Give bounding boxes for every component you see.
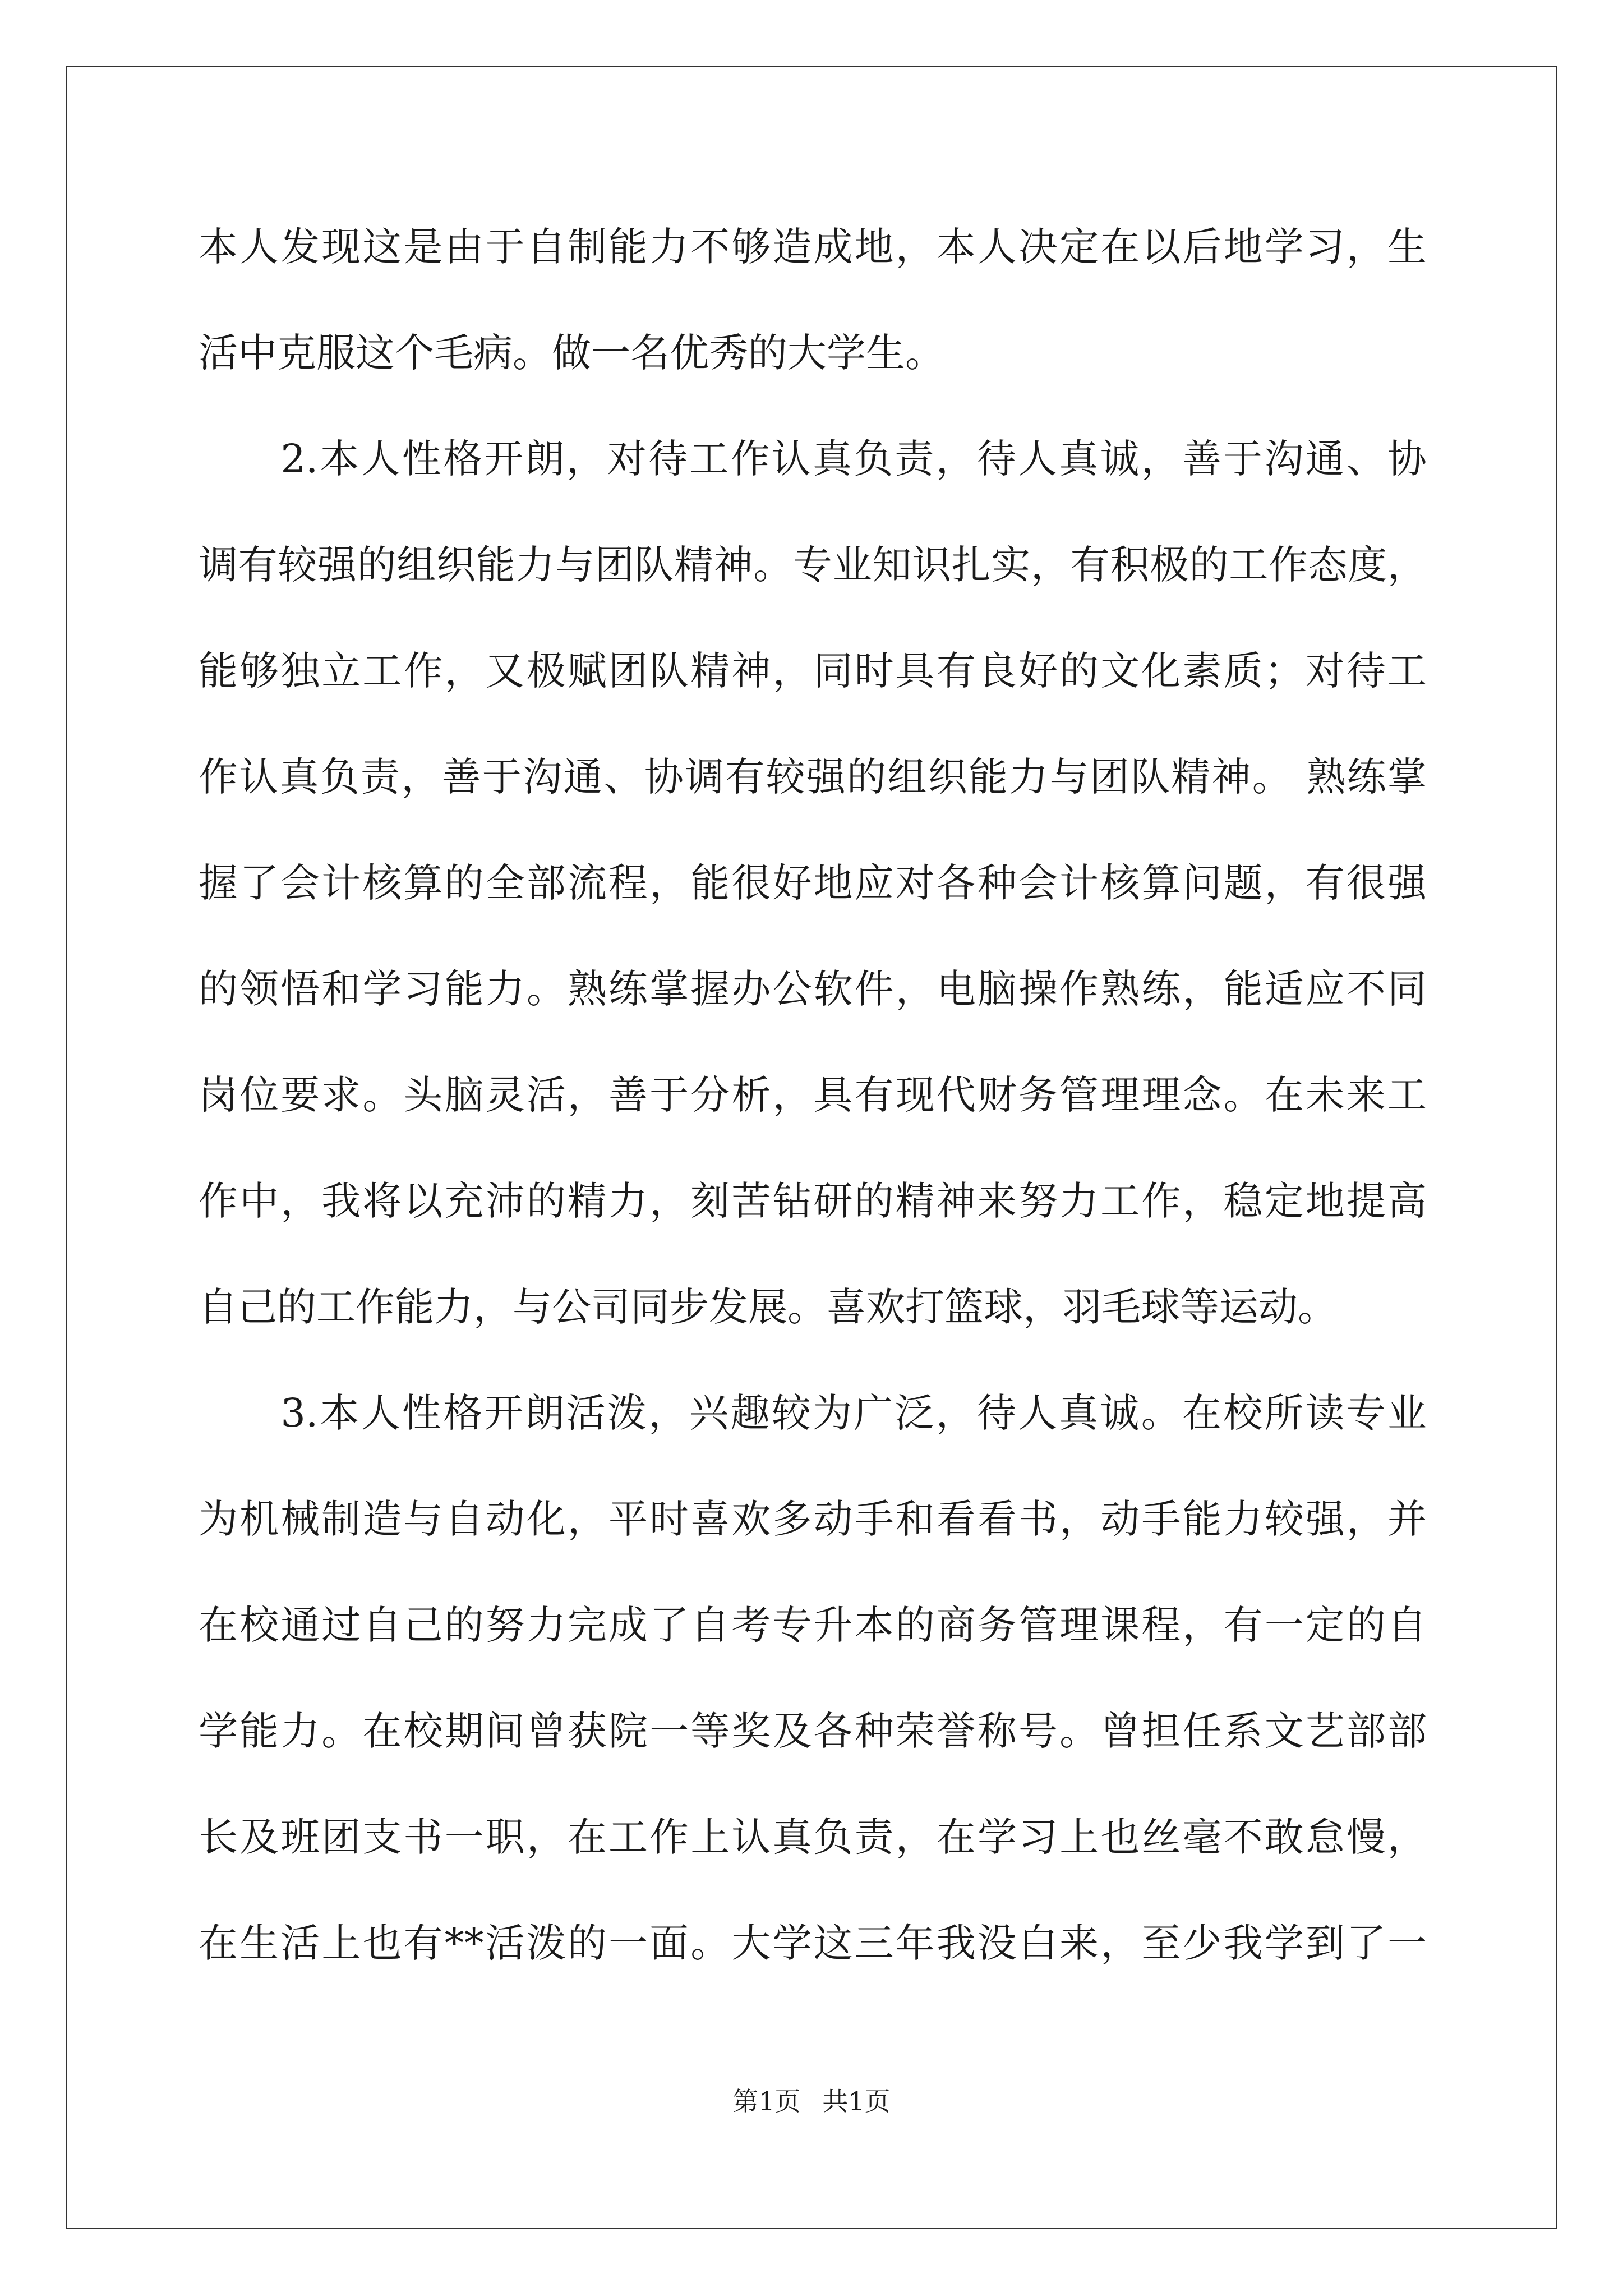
text-line: 2.本人性格开朗，对待工作认真负责，待人真诚，善于沟通、协 (199, 436, 1427, 482)
page-number: 第1页 (732, 2086, 801, 2116)
text-line: 自己的工作能力，与公司同步发展。喜欢打篮球，羽毛球等运动。 (199, 1284, 1337, 1330)
text-line: 握了会计核算的全部流程，能很好地应对各种会计核算问题，有很强 (199, 860, 1427, 906)
text-line: 3.本人性格开朗活泼，兴趣较为广泛，待人真诚。在校所读专业 (199, 1390, 1427, 1436)
text-line: 调有较强的组织能力与团队精神。专业知识扎实，有积极的工作态度， (199, 542, 1427, 588)
text-line: 的领悟和学习能力。熟练掌握办公软件，电脑操作熟练，能适应不同 (199, 966, 1427, 1012)
page-footer (0, 2085, 1623, 2118)
text-line: 在校通过自己的努力完成了自考专升本的商务管理课程，有一定的自 (199, 1602, 1427, 1648)
text-line: 为机械制造与自动化，平时喜欢多动手和看看书，动手能力较强，并 (199, 1496, 1427, 1542)
page-total: 共1页 (822, 2086, 891, 2116)
text-line: 作中，我将以充沛的精力，刻苦钻研的精神来努力工作，稳定地提高 (199, 1178, 1427, 1224)
text-line: 作认真负责，善于沟通、协调有较强的组织能力与团队精神。 熟练掌 (199, 754, 1427, 800)
text-line: 本人发现这是由于自制能力不够造成地，本人决定在以后地学习，生 (199, 224, 1427, 270)
text-line: 岗位要求。头脑灵活，善于分析，具有现代财务管理理念。在未来工 (199, 1072, 1427, 1118)
text-line: 活中克服这个毛病。做一名优秀的大学生。 (199, 330, 944, 376)
text-line: 在生活上也有**活泼的一面。大学这三年我没白来，至少我学到了一 (199, 1920, 1427, 1966)
text-line: 长及班团支书一职，在工作上认真负责，在学习上也丝毫不敢怠慢， (199, 1814, 1427, 1860)
text-line: 学能力。在校期间曾获院一等奖及各种荣誉称号。曾担任系文艺部部 (199, 1708, 1427, 1754)
document-body (199, 219, 1427, 2021)
text-line: 能够独立工作，又极赋团队精神，同时具有良好的文化素质；对待工 (199, 648, 1427, 694)
